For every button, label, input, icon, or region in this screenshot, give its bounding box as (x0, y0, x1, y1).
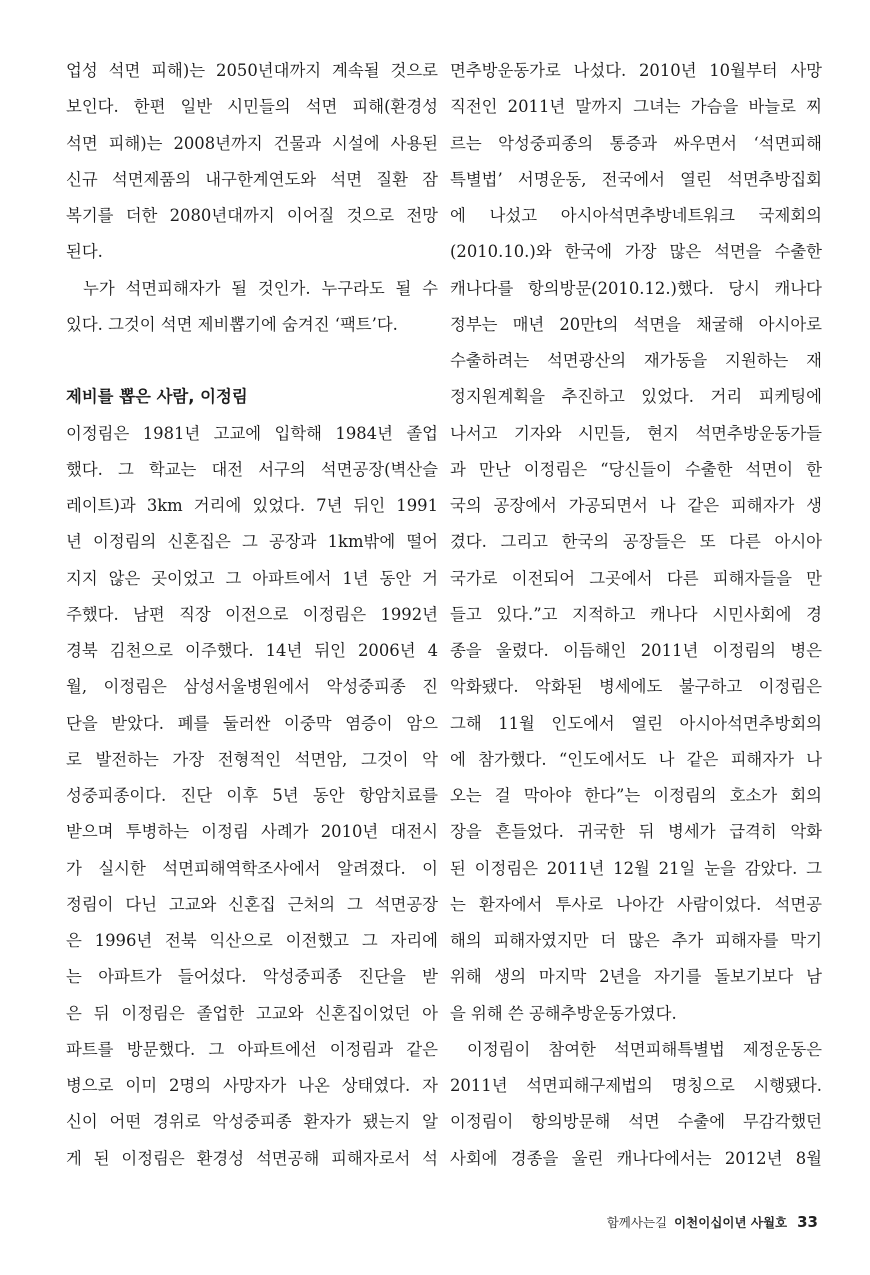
left-column (66, 53, 438, 1177)
text-line: 단을 받았다. 폐를 둘러싼 이중막 염증이 암으 (66, 713, 438, 733)
section-heading: 제비를 뽑은 사람, 이정림 (66, 387, 248, 407)
text-line: 업성 석면 피해)는 2050년대까지 계속될 것으로 (66, 61, 438, 80)
text-line: 했다. 그 학교는 대전 서구의 석면공장(벽산슬 (66, 459, 438, 479)
text-line: 레이트)과 3km 거리에 있었다. 7년 뒤인 1991 (66, 496, 438, 515)
text-line: 에 나섰고 아시아석면추방네트워크 국제회의 (450, 206, 822, 225)
text-line: 있다. 그것이 석면 제비뽑기에 숨겨진 ‘팩트’다. (66, 314, 398, 334)
text-line: 은 1996년 전북 익산으로 이전했고 그 자리에 (66, 931, 438, 950)
text-line: 된다. (66, 242, 103, 262)
text-line: 이정림은 1981년 고교에 입학해 1984년 졸업 (66, 423, 438, 443)
text-line: 르는 악성중피종의 통증과 싸우면서 ‘석면피해 (450, 133, 822, 153)
text-line: 이정림이 참여한 석면피해특별법 제정운동은 (467, 1039, 822, 1059)
text-line: 국가로 이전되어 그곳에서 다른 피해자들을 만 (450, 568, 822, 588)
text-line: 악화됐다. 악화된 병세에도 불구하고 이정림은 (450, 677, 822, 697)
text-line: 나서고 기자와 시민들, 현지 석면추방운동가들 (450, 423, 822, 443)
text-line: 년 이정림의 신혼집은 그 공장과 1km밖에 떨어 (66, 532, 438, 552)
text-line: 로 발전하는 가장 전형적인 석면암, 그것이 악 (66, 749, 438, 769)
text-line: 성중피종이다. 진단 이후 5년 동안 항암치료를 (66, 786, 438, 805)
text-line: 복기를 더한 2080년대까지 이어질 것으로 전망 (66, 206, 438, 225)
text-line: 정부는 매년 20만t의 석면을 채굴해 아시아로 (450, 314, 822, 334)
right-column (450, 53, 822, 1177)
text-line: 을 위해 쓴 공해추방운동가였다. (450, 1003, 677, 1023)
text-line: 파트를 방문했다. 그 아파트에선 이정림과 같은 (66, 1039, 438, 1059)
text-line: 는 환자에서 투사로 나아간 사람이었다. 석면공 (450, 894, 822, 914)
text-line: 수출하려는 석면광산의 재가동을 지원하는 재 (450, 351, 822, 370)
text-line: 게 된 이정림은 환경성 석면공해 피해자로서 석 (66, 1148, 438, 1168)
text-line: 위해 생의 마지막 2년을 자기를 돌보기보다 남 (450, 967, 822, 987)
text-line: 에 참가했다. “인도에서도 나 같은 피해자가 나 (450, 749, 822, 769)
text-line: 월, 이정림은 삼성서울병원에서 악성중피종 진 (66, 677, 438, 697)
footer-issue: 이천이십이년 사월호 (674, 1215, 788, 1230)
text-line: 주했다. 남편 직장 이전으로 이정림은 1992년 (66, 604, 438, 624)
paragraph-gap (66, 343, 438, 379)
text-line: 된 이정림은 2011년 12월 21일 눈을 감았다. 그 (450, 858, 822, 878)
text-line: 은 뒤 이정림은 졸업한 고교와 신혼집이었던 아 (66, 1003, 438, 1023)
text-line: 종을 울렸다. 이듬해인 2011년 이정림의 병은 (450, 641, 822, 660)
text-line: 오는 걸 막아야 한다”는 이정림의 호소가 회의 (450, 786, 822, 805)
text-line: 겼다. 그리고 한국의 공장들은 또 다른 아시아 (450, 532, 822, 552)
text-line: 이정림이 항의방문해 석면 수출에 무감각했던 (450, 1112, 822, 1132)
text-line: 국의 공장에서 가공되면서 나 같은 피해자가 생 (450, 496, 822, 515)
page-footer (607, 1211, 818, 1233)
text-line: 들고 있다.”고 지적하고 캐나다 시민사회에 경 (450, 604, 822, 624)
text-line: 석면 피해)는 2008년까지 건물과 시설에 사용된 (66, 133, 438, 153)
text-line: 병으로 이미 2명의 사망자가 나온 상태였다. 자 (66, 1076, 438, 1095)
text-line: 직전인 2011년 말까지 그녀는 가슴을 바늘로 찌 (450, 97, 822, 117)
text-line: (2010.10.)와 한국에 가장 많은 석면을 수출한 (450, 242, 822, 262)
footer-publication: 함께사는길 (606, 1215, 668, 1230)
text-line: 해의 피해자였지만 더 많은 추가 피해자를 막기 (450, 931, 822, 950)
text-line: 그해 11월 인도에서 열린 아시아석면추방회의 (450, 713, 822, 733)
text-line: 누가 석면피해자가 될 것인가. 누구라도 될 수 (83, 278, 438, 298)
text-line: 2011년 석면피해구제법의 명칭으로 시행됐다. (450, 1076, 822, 1095)
text-line: 정지원계획을 추진하고 있었다. 거리 피케팅에 (450, 387, 822, 407)
text-line: 정림이 다닌 고교와 신혼집 근처의 그 석면공장 (66, 894, 438, 914)
text-line: 장을 흔들었다. 귀국한 뒤 병세가 급격히 악화 (450, 822, 822, 842)
text-line: 지지 않은 곳이었고 그 아파트에서 1년 동안 거 (66, 568, 438, 588)
text-line: 보인다. 한편 일반 시민들의 석면 피해(환경성 (66, 97, 438, 117)
text-line: 사회에 경종을 울린 캐나다에서는 2012년 8월 (450, 1148, 822, 1168)
text-line: 받으며 투병하는 이정림 사례가 2010년 대전시 (66, 822, 438, 842)
text-line: 캐나다를 항의방문(2010.12.)했다. 당시 캐나다 (450, 278, 822, 298)
page-number: 33 (797, 1213, 818, 1231)
text-line: 가 실시한 석면피해역학조사에서 알려졌다. 이 (66, 858, 438, 878)
text-line: 는 아파트가 들어섰다. 악성중피종 진단을 받 (66, 967, 438, 987)
text-line: 신이 어떤 경위로 악성중피종 환자가 됐는지 알 (66, 1112, 438, 1132)
text-line: 면추방운동가로 나섰다. 2010년 10월부터 사망 (450, 61, 822, 80)
text-line: 특별법’ 서명운동, 전국에서 열린 석면추방집회 (450, 169, 822, 189)
text-line: 신규 석면제품의 내구한계연도와 석면 질환 잠 (66, 169, 438, 189)
text-line: 과 만난 이정림은 “당신들이 수출한 석면이 한 (450, 459, 822, 479)
text-line: 경북 김천으로 이주했다. 14년 뒤인 2006년 4 (66, 641, 438, 660)
